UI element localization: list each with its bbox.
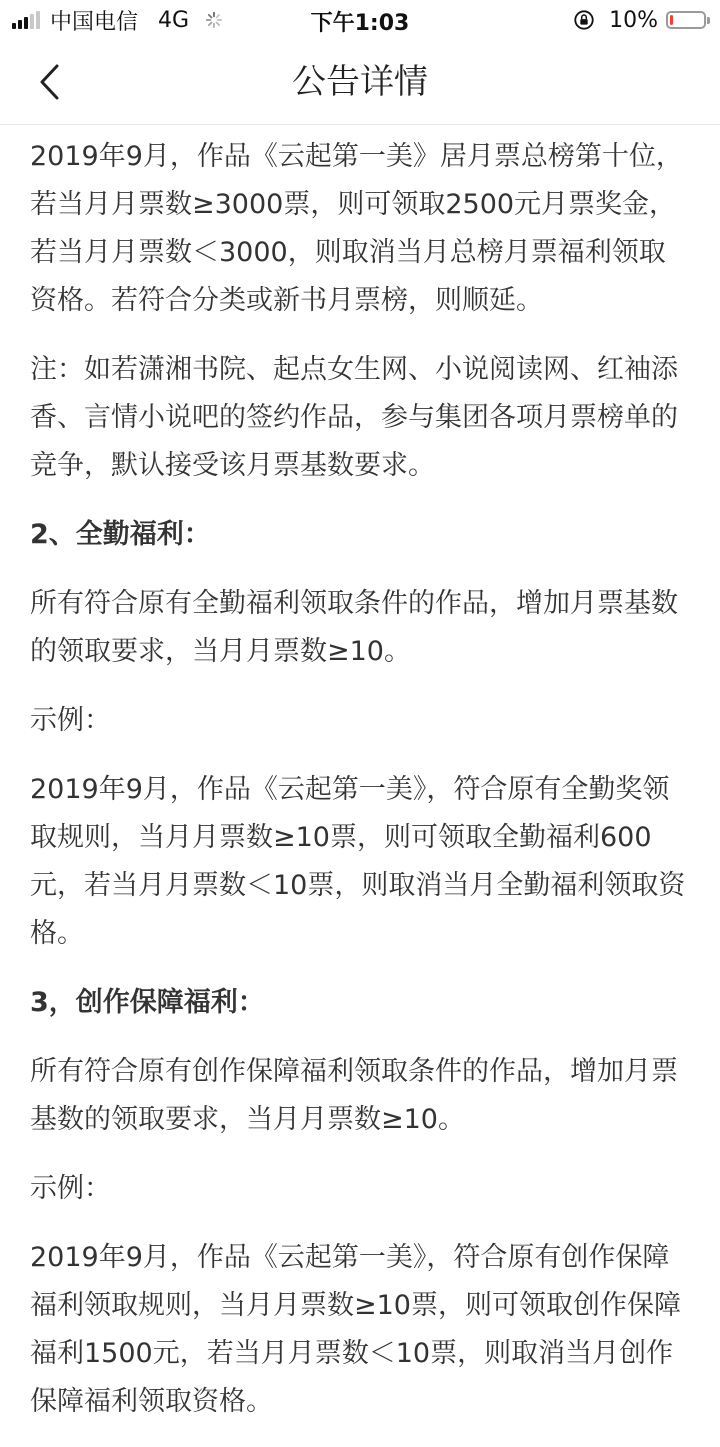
paragraph: 示例： [30,1173,111,1204]
section-heading: 3，创作保障福利： [30,987,265,1018]
status-right [573,6,706,34]
status-bar [0,0,720,40]
rotation-lock-icon [573,9,595,31]
paragraph: 所有符合原有全勤福利领取条件的作品，增加月票基数的领取要求，当月月票数≥10。 [30,588,678,667]
battery-level-fill [670,15,673,25]
status-time: 下午1:03 [310,11,410,36]
paragraph: 所有符合原有创作保障福利领取条件的作品，增加月票基数的领取要求，当月月票数≥10。 [30,1056,678,1135]
navigation-bar [0,40,720,125]
paragraph: 注：如若潇湘书院、起点女生网、小说阅读网、红袖添香、言情小说吧的签约作品，参与集团各项月票榜单的竞争，默认接受该月票基数要求。 [30,354,678,481]
paragraph: 示例： [30,705,111,736]
announcement-body [30,133,692,1447]
section-heading: 2、全勤福利： [30,519,211,550]
paragraph: 2019年9月，作品《云起第一美》，符合原有创作保障福利领取规则，当月月票数≥10票，则可领取创作保障福利1500元，若当月月票数＜10票，则取消当月创作保障福利领取资格。 [30,1242,681,1417]
battery-percent: 10% [609,7,658,33]
network-type-label: 4G [158,7,190,33]
carrier-label: 中国电信 [50,9,139,35]
paragraph: 2019年9月，作品《云起第一美》，符合原有全勤奖领取规则，当月月票数≥10票，则可领取全勤福利600元，若当月月票数＜10票，则取消当月全勤福利领取资格。 [30,774,686,949]
page-title: 公告详情 [292,62,428,102]
paragraph: 2019年9月，作品《云起第一美》居月票总榜第十位，若当月月票数≥3000票，则可领取2500元月票奖金，若当月月票数＜3000，则取消当月总榜月票福利领取资格。若符合分类或新书月票榜，则顺延。 [30,141,683,316]
battery-icon [666,11,706,29]
